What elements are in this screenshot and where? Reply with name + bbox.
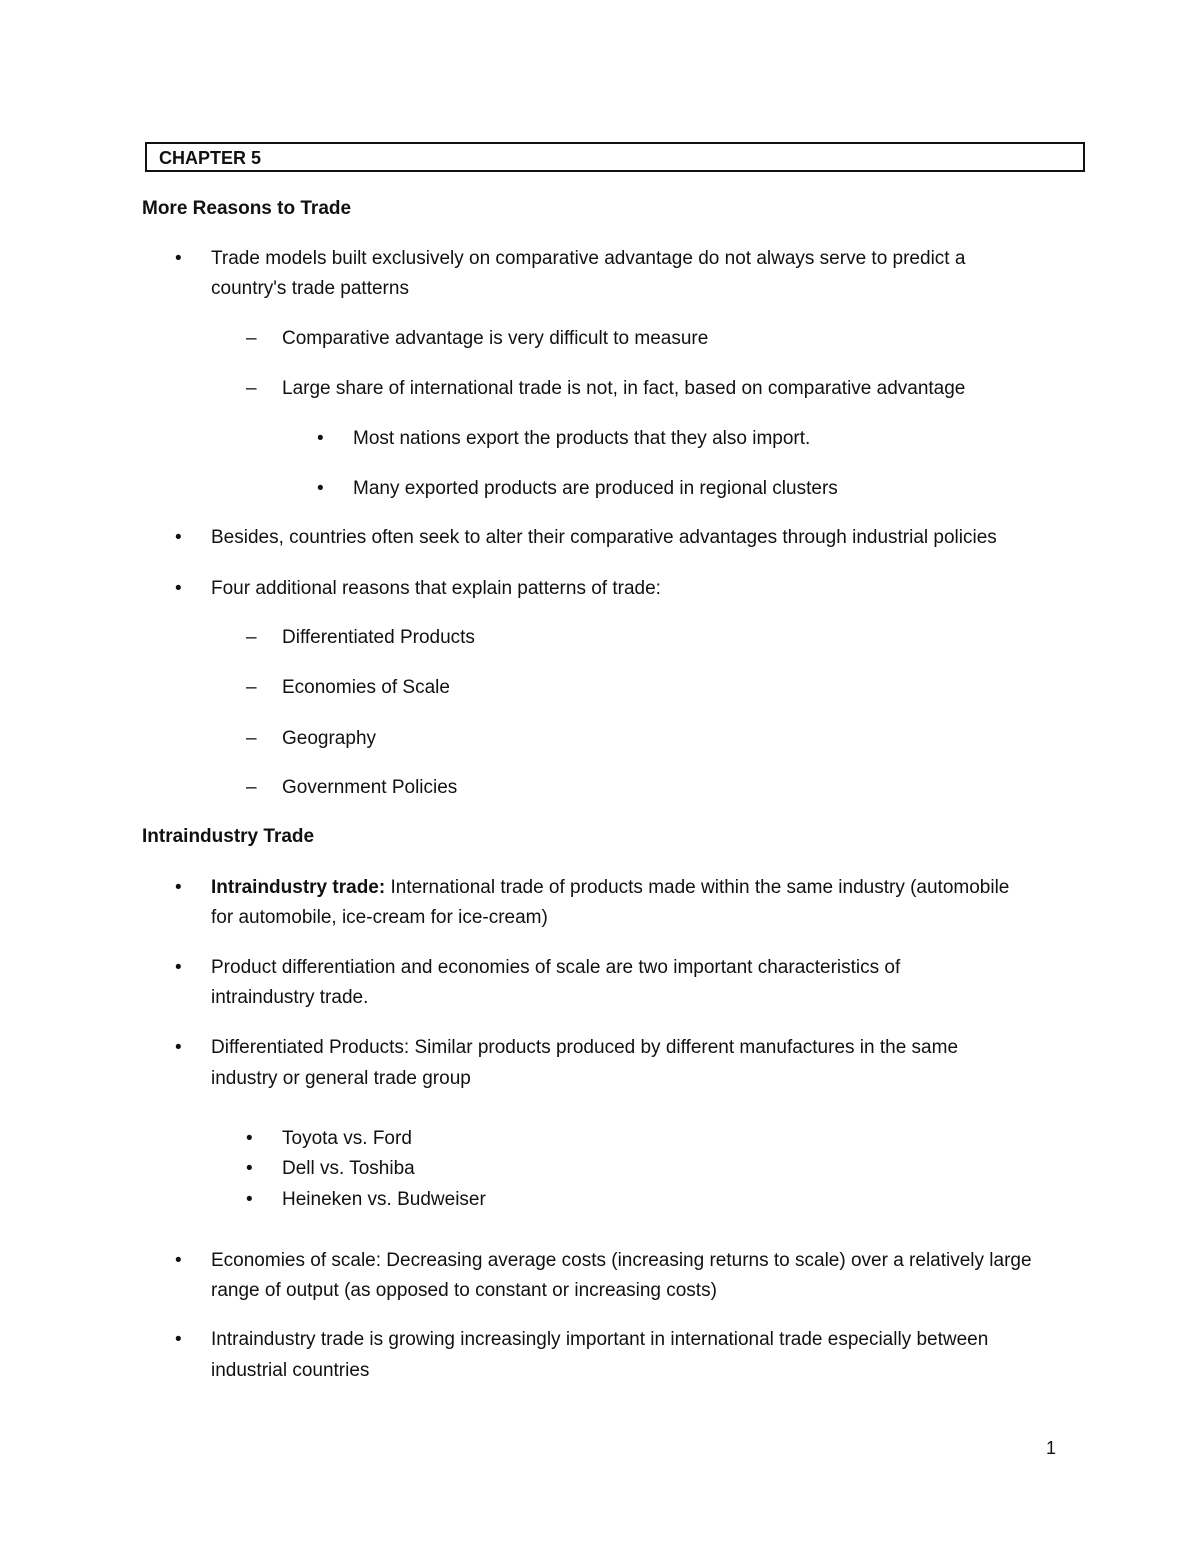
bullet-text-cont: for automobile, ice-cream for ice-cream) [211,907,548,928]
bullet-glyph: • [246,1158,253,1179]
section-heading-intraindustry: Intraindustry Trade [142,826,315,847]
sub-sub-item: Most nations export the products that they also import. [353,428,811,449]
bullet-text-cont: country's trade patterns [211,278,409,299]
bullet-text-cont: intraindustry trade. [211,987,369,1008]
example-item: Toyota vs. Ford [282,1128,412,1149]
bullet-text: Intraindustry trade is growing increasingly important in international trade especially between [211,1329,989,1350]
dash-glyph: – [246,627,257,648]
chapter-title: CHAPTER 5 [145,142,1085,172]
dash-glyph: – [246,728,257,749]
section-heading-more-reasons: More Reasons to Trade [142,198,352,219]
bullet-text-cont: industry or general trade group [211,1068,471,1089]
dash-glyph: – [246,328,257,349]
example-item: Dell vs. Toshiba [282,1158,415,1179]
reason-item: Differentiated Products [282,627,475,648]
bullet-glyph: • [175,1329,182,1350]
bullet-text: Trade models built exclusively on comparative advantage do not always serve to predict a [211,248,966,269]
dash-glyph: – [246,777,257,798]
bullet-glyph: • [317,428,324,449]
bullet-text: Product differentiation and economies of scale are two important characteristics of [211,957,901,978]
reason-item: Government Policies [282,777,458,798]
bullet-glyph: • [175,957,182,978]
bullet-glyph: • [175,877,182,898]
bullet-glyph: • [246,1189,253,1210]
bullet-glyph: • [246,1128,253,1149]
bullet-glyph: • [175,527,182,548]
bullet-glyph: • [175,248,182,269]
bullet-glyph: • [175,578,182,599]
reason-item: Geography [282,728,377,749]
sub-item: Large share of international trade is not, in fact, based on comparative advantage [282,378,966,399]
term-definition: International trade of products made within the same industry (automobile [385,877,1010,898]
dash-glyph: – [246,677,257,698]
bullet-text: Differentiated Products: Similar products produced by different manufactures in the same [211,1037,959,1058]
reason-item: Economies of Scale [282,677,450,698]
sub-item: Comparative advantage is very difficult to measure [282,328,709,349]
bullet-glyph: • [175,1037,182,1058]
bullet-text-cont: range of output (as opposed to constant or increasing costs) [211,1280,717,1301]
bullet-text: Economies of scale: Decreasing average costs (increasing returns to scale) over a relatively large [211,1250,1032,1271]
term-bold: Intraindustry trade: [211,877,386,898]
example-item: Heineken vs. Budweiser [282,1189,486,1210]
sub-sub-item: Many exported products are produced in regional clusters [353,478,838,499]
page-number: 1 [1046,1438,1057,1458]
bullet-text: Four additional reasons that explain patterns of trade: [211,578,661,599]
bullet-text [211,876,1009,900]
dash-glyph: – [246,378,257,399]
bullet-text: Besides, countries often seek to alter their comparative advantages through industrial policies [211,527,997,548]
bullet-glyph: • [317,478,324,499]
bullet-glyph: • [175,1250,182,1271]
bullet-text-cont: industrial countries [211,1360,370,1381]
